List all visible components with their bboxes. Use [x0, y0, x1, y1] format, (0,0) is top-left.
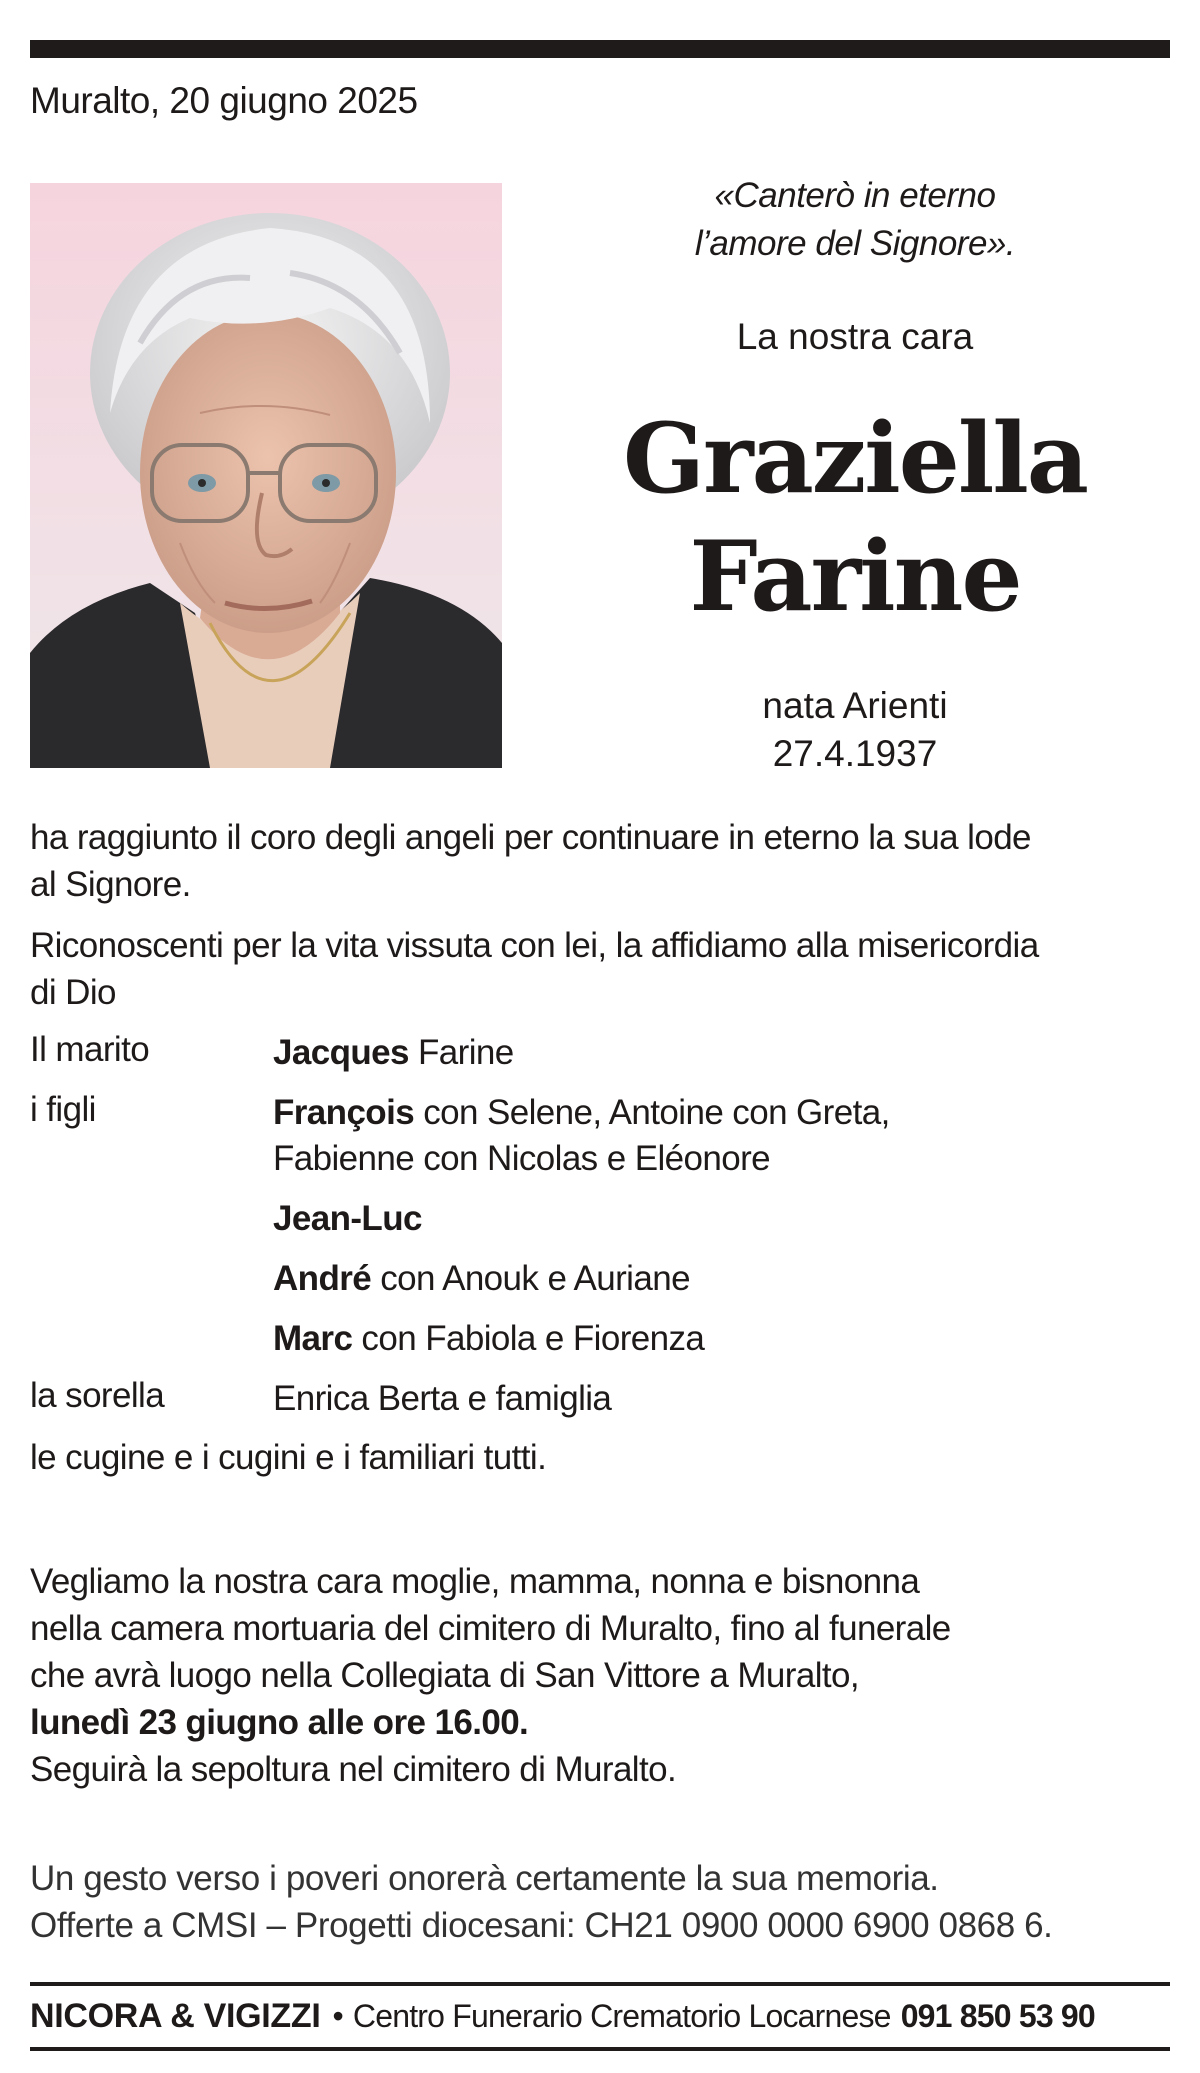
funeral-home-phone: 091 850 53 90: [900, 1997, 1095, 2034]
family-value: [273, 1030, 1153, 1076]
paragraph-line: al Signore.: [30, 865, 191, 904]
wake-funeral-info: [30, 1558, 1170, 1793]
footer-rule-bottom: [30, 2047, 1170, 2051]
wake-line: nella camera mortuaria del cimitero di Muralto, fino al funerale: [30, 1609, 951, 1648]
intro-text: La nostra cara: [736, 316, 974, 357]
family-name-bold: Jean-Luc: [273, 1199, 422, 1238]
paragraph-line: di Dio: [30, 973, 116, 1012]
family-label: la sorella: [30, 1376, 165, 1415]
maiden-name: nata Arienti: [762, 685, 948, 726]
first-name: Graziella: [623, 402, 1087, 515]
funeral-datetime: [30, 1699, 1170, 1746]
donation-line: Offerte a CMSI – Progetti diocesani: CH21 0900 0000 6900 0868 6.: [30, 1906, 1053, 1945]
top-rule: [30, 40, 1170, 58]
gratitude-paragraph: [30, 922, 1170, 1016]
wake-line: Seguirà la sepoltura nel cimitero di Muralto.: [30, 1750, 677, 1789]
family-name-rest: con Fabiola e Fiorenza: [352, 1319, 705, 1358]
announcement-paragraph: [30, 814, 1170, 908]
funeral-home-footer: [30, 1990, 1170, 2042]
family-label: Il marito: [30, 1030, 150, 1069]
deceased-name: [560, 400, 1150, 636]
family-value: Enrica Berta e famiglia: [273, 1379, 612, 1418]
family-name-rest: Fabienne con Nicolas e Eléonore: [273, 1139, 771, 1178]
family-name-bold: Jacques: [273, 1033, 409, 1072]
paragraph-line: ha raggiunto il coro degli angeli per continuare in eterno la sua lode: [30, 818, 1031, 857]
family-value: [273, 1090, 1153, 1182]
family-name-bold: Marc: [273, 1319, 353, 1358]
donation-note: [30, 1855, 1180, 1949]
quote-line-1: «Canterò in eterno: [714, 176, 996, 215]
place-date: Muralto, 20 giugno 2025: [30, 80, 418, 121]
funeral-datetime-text: lunedì 23 giugno alle ore 16.00.: [30, 1703, 529, 1742]
birth-info: [560, 682, 1150, 778]
portrait-photo: [30, 183, 502, 768]
family-name-bold: François: [273, 1093, 415, 1132]
footer-rule-top: [30, 1982, 1170, 1986]
family-name-rest: Farine: [408, 1033, 514, 1072]
relatives-line: le cugine e i cugini e i familiari tutti.: [30, 1438, 547, 1477]
family-name-rest: con Anouk e Auriane: [371, 1259, 690, 1298]
family-value: [273, 1196, 1153, 1242]
bible-quote: [560, 172, 1150, 268]
donation-line: Un gesto verso i poveri onorerà certamente la sua memoria.: [30, 1859, 939, 1898]
paragraph-line: Riconoscenti per la vita vissuta con lei, la affidiamo alla misericordia: [30, 926, 1039, 965]
funeral-home-description: Centro Funerario Crematorio Locarnese: [352, 1997, 891, 2034]
family-name-bold: André: [273, 1259, 372, 1298]
family-name-rest: con Selene, Antoine con Greta,: [414, 1093, 890, 1132]
funeral-home-brand: NICORA & VIGIZZI: [30, 1996, 321, 2035]
wake-line: che avrà luogo nella Collegiata di San Vittore a Muralto,: [30, 1656, 860, 1695]
footer-separator: •: [332, 1997, 343, 2034]
last-name: Farine: [689, 520, 1021, 633]
family-value: [273, 1256, 1153, 1302]
quote-line-2: l’amore del Signore».: [694, 224, 1016, 263]
wake-line: Vegliamo la nostra cara moglie, mamma, nonna e bisnonna: [30, 1562, 920, 1601]
birth-date: 27.4.1937: [772, 733, 938, 774]
family-label: i figli: [30, 1090, 96, 1129]
family-value: [273, 1316, 1153, 1362]
